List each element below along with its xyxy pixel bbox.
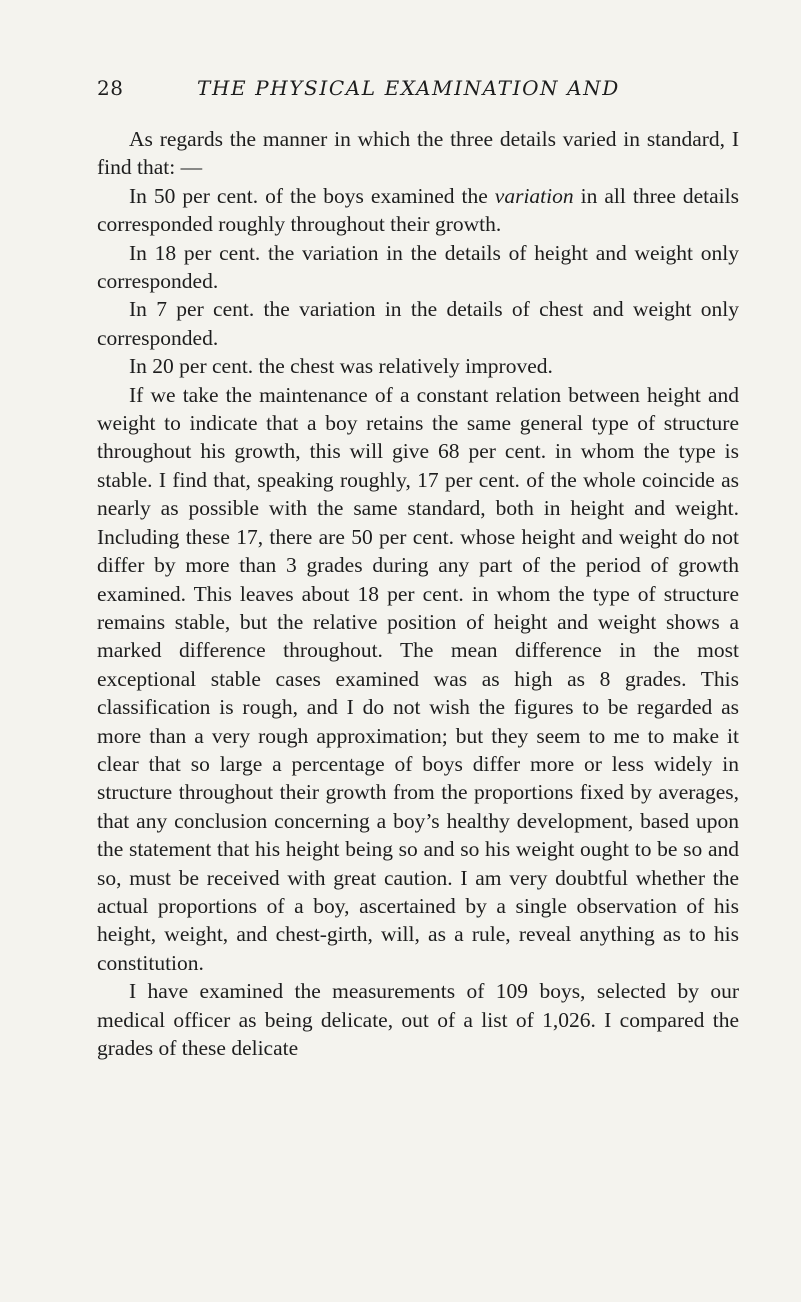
running-head xyxy=(97,76,737,106)
emphasis-variation: variation xyxy=(494,183,574,208)
paragraph-delicate-boys: I have examined the measurements of 109 boys, selected by our medical officer as being delicate, out of a list of 1,026. I compared the grades of these delicate xyxy=(97,979,739,1060)
paragraph-eighteen-percent: In 18 per cent. the variation in the details of height and weight only corresponded. xyxy=(97,240,739,294)
paragraph-manner: As regards the manner in which the three details varied in standard, I find that: — xyxy=(97,127,739,180)
body-text xyxy=(97,125,739,1062)
paragraph-seven-percent: In 7 per cent. the variation in the details of chest and weight only corresponded. xyxy=(97,297,739,350)
paragraph-twenty-percent: In 20 per cent. the chest was relatively improved. xyxy=(129,354,553,379)
paragraph-fifty-percent xyxy=(97,182,739,239)
running-title: THE PHYSICAL EXAMINATION AND xyxy=(197,76,620,100)
paragraph-main-discussion: If we take the maintenance of a constant relation between height and weight to indicate that a boy retains the same general type of structure throughout his growth, this will give 68 per cent. in whom the type is stable. I find that, speaking roughly, 17 per cent. of the whole coincide as nearly as possible with the same standard, both in height and weight. Including these 17, there are 50 per cent. whose height and weight do not differ by more than 3 grades during any part of the period of growth examined. This leaves about 18 per cent. in whom the type of structure remains stable, but the relative position of height and weight shows a marked difference throughout. The mean difference in the most exceptional stable cases examined was as high as 8 grades. This classification is rough, and I do not wish the figures to be regarded as more than a very rough approximation; but they seem to me to make it clear that so large a percentage of boys differ more or less widely in structure throughout their growth from the proportions fixed by averages, that any conclusion concerning a boy’s healthy development, based upon the statement that his height being so and so his weight ought to be so and so, must be received with great caution. I am very doubtful whether the actual proportions of a boy, ascertained by a single observation of his height, weight, and chest-girth, will, as a rule, reveal anything as to his constitution. xyxy=(97,382,739,975)
text-run: in all three details corresponded roughly throughout their growth. xyxy=(97,183,739,237)
text-run: In 50 per cent. of the boys examined the xyxy=(129,183,495,208)
page-number: 28 xyxy=(97,76,124,100)
